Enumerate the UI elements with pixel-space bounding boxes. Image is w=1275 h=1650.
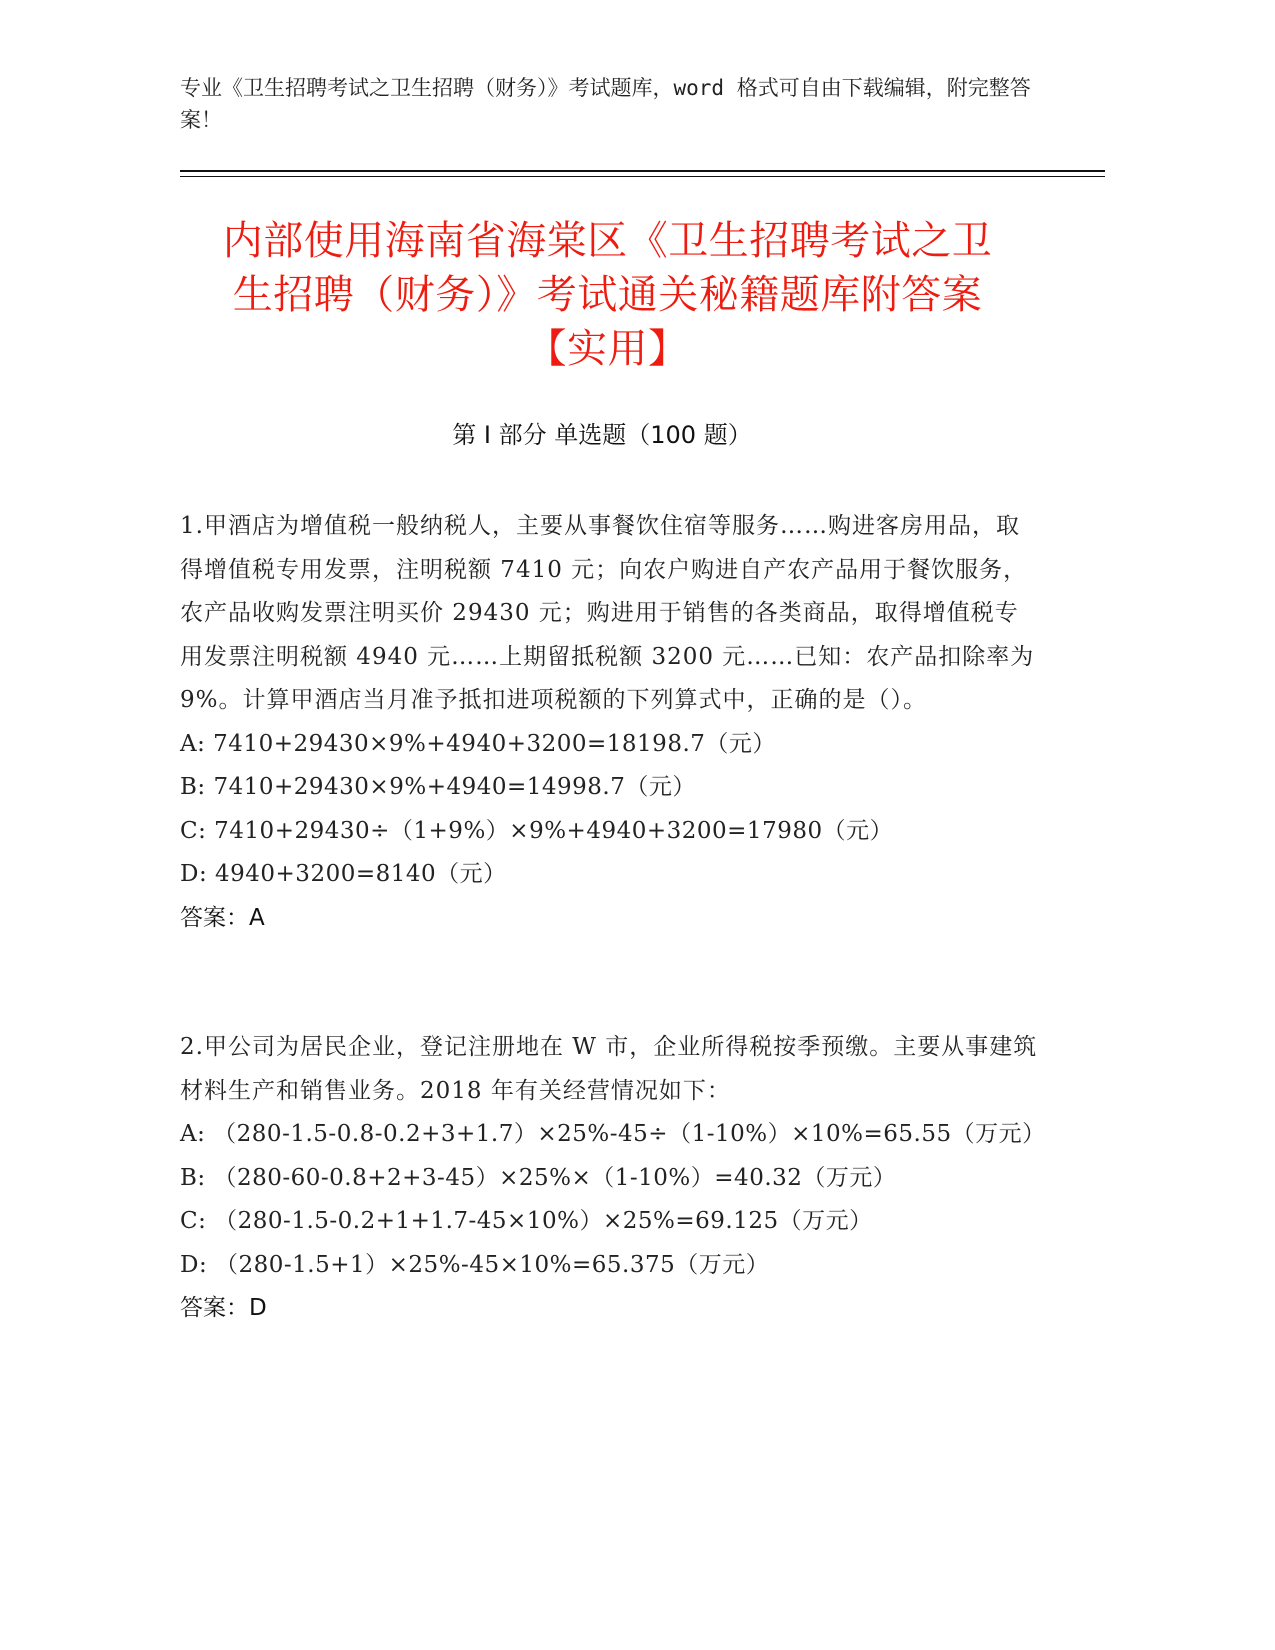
document-title xyxy=(170,214,1045,376)
option-b: B: 7410+29430×9%+4940=14998.7（元） xyxy=(180,774,696,800)
answer: 答案：A xyxy=(180,904,265,931)
question-stem: 2.甲公司为居民企业，登记注册地在 W 市，企业所得税按季预缴。主要从事建筑材料生产和销售业务。2018 年有关经营情况如下： xyxy=(180,1034,1038,1104)
question-stem: 1.甲酒店为增值税一般纳税人，主要从事餐饮住宿等服务……购进客房用品，取得增值税专用发票，注明税额 7410 元；向农户购进自产农产品用于餐饮服务，农产品收购发票注明买价 29430 元；购进用于销售的各类商品，取得增值税专用发票注明税额 4940 元……上期留抵税额 3200 元……已知：农产品扣除率为 9%。计算甲酒店当月准予抵扣进项税额的下列算式中，正确的是（）。 xyxy=(180,513,1035,713)
option-c: C: （280-1.5-0.2+1+1.7-45×10%）×25%=69.125（万元） xyxy=(180,1208,873,1234)
title-line-1: 内部使用海南省海棠区《卫生招聘考试之卫 xyxy=(222,218,993,264)
section-heading: 第 I 部分 单选题（100 题） xyxy=(452,421,752,449)
option-c: C: 7410+29430÷（1+9%）×9%+4940+3200=17980（元） xyxy=(180,817,894,844)
option-d: D: 4940+3200=8140（元） xyxy=(180,861,507,887)
question-2 xyxy=(180,1026,1046,1331)
option-b: B: （280-60-0.8+2+3-45）×25%×（1-10%）=40.32（万元） xyxy=(180,1164,897,1191)
header-rule-thin xyxy=(180,176,1105,177)
option-a: A: 7410+29430×9%+4940+3200=18198.7（元） xyxy=(180,730,776,757)
question-1 xyxy=(180,505,1040,940)
title-line-2: 生招聘（财务）》考试通关秘籍题库附答案 xyxy=(232,272,983,318)
header-rule-thick xyxy=(180,170,1105,172)
header-note: 专业《卫生招聘考试之卫生招聘（财务）》考试题库，word 格式可自由下载编辑，附完整答案！ xyxy=(180,76,1031,132)
option-d: D: （280-1.5+1）×25%-45×10%=65.375（万元） xyxy=(180,1251,770,1278)
answer: 答案：D xyxy=(180,1295,267,1321)
title-line-3: 【实用】 xyxy=(526,326,689,372)
option-a: A: （280-1.5-0.8-0.2+3+1.7）×25%-45÷（1-10%）×10%=65.55（万元） xyxy=(180,1121,1046,1147)
